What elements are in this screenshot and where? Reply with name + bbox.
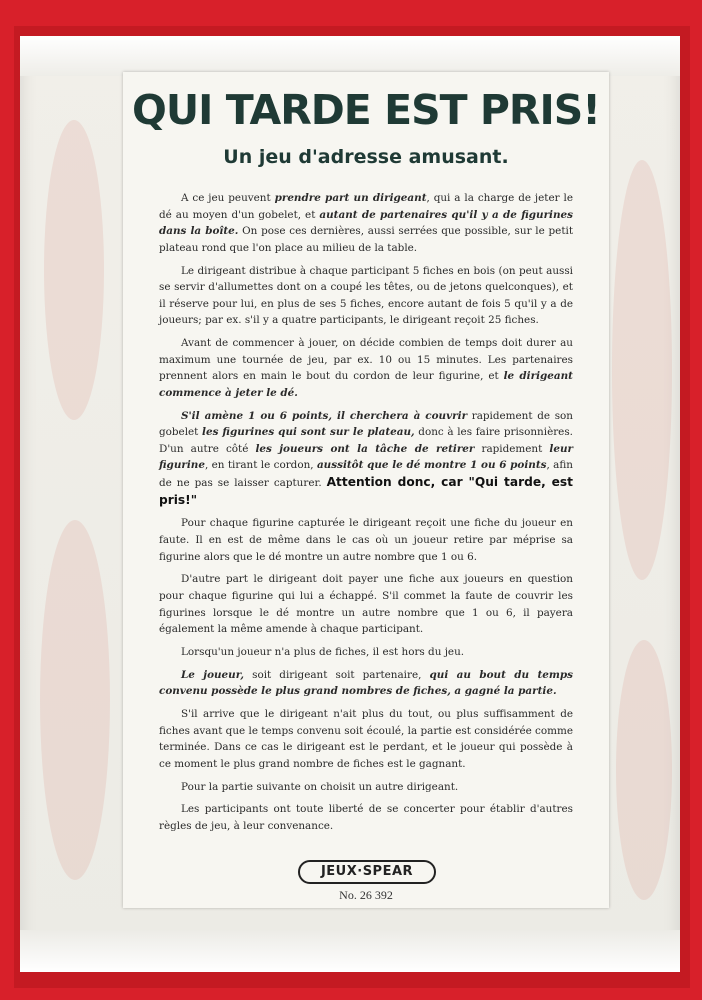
stain-mark [44,120,104,420]
rules-paragraph [159,408,573,510]
text-run: les joueurs ont la tâche de retirer [255,442,475,455]
text-run: Attention donc, car "Qui tarde, est pris!" [159,475,573,507]
text-run: S'il amène 1 ou 6 points, il cherchera à couvrir [181,409,468,422]
rules-sheet [123,72,609,908]
page-subtitle: Un jeu d'adresse amusant. [223,146,509,168]
text-run: , afin de ne pas se laisser capturer. [159,459,573,490]
text-run: On pose ces dernières, aussi serrées que possible, sur le petit plateau rond que l'on place au milieu de la table. [159,225,573,254]
text-run: prendre part un dirigeant [274,192,427,204]
rules-paragraph [159,779,573,796]
text-run: rapidement de son gobelet [159,409,573,439]
page-title: QUI TARDE EST PRIS! [132,86,600,134]
text-run: autant de partenaires qu'il y a de figurines dans la boîte. [159,208,574,238]
text-run: aussitôt que le dé montre 1 ou 6 points [316,459,547,472]
text-run: Le dirigeant distribue à chaque participant 5 fiches en bois (on peut aussi se servir d'allumettes dont on a coupé les têtes, ou de jetons quelconques), et il réserve pour lui, en plus de ses 5 fiches, encore autant de fois 5 qu'il y a de joueurs; par ex. s'il y a quatre participants, le dirigeant reçoit 25 fiches. [159,264,573,327]
rules-text [159,190,573,841]
box-top-wall [20,36,680,76]
text-run: , en tirant le cordon, [204,459,317,472]
text-run: Les participants ont toute liberté de se concerter pour établir d'autres règles de jeu, à leur convenance. [159,803,573,833]
text-run: Pour la partie suivante on choisit un autre dirigeant. [181,780,459,793]
text-run: soit dirigeant soit partenaire, [244,668,430,681]
product-number: No. 26 392 [339,888,393,902]
text-run: Le joueur, [181,668,245,681]
text-run: S'il arrive que le dirigeant n'ait plus du tout, ou plus suffisamment de fiches avant que le temps convenu soit écoulé, la partie est considérée comme terminée. Dans ce cas le dirigeant est le perdant, et le joueur qui possède à ce moment le plus grand nombre de fiches est le gagnant. [159,708,573,770]
stain-mark [612,160,672,580]
text-run: D'autre part le dirigeant doit payer une fiche aux joueurs en question pour chaque figurine qui lui a échappé. S'il commet la faute de couvrir les figurines lorsque le dé montre un autre nombre que 1 ou 6, il payera également la même amende à chaque participant. [159,573,573,636]
rules-paragraph [159,667,573,700]
rules-paragraph [159,515,573,565]
text-run: , qui a la charge de jeter le dé au moyen d'un gobelet, et [159,192,573,221]
text-run: donc à les faire prisonnières. D'un autre côté [159,426,573,455]
box-bottom-wall [20,930,680,972]
rules-paragraph [159,335,573,401]
rules-paragraph [159,644,573,661]
text-run: qui au bout du temps convenu possède le plus grand nombres de fiches, a gagné la partie. [159,668,573,698]
rules-paragraph [159,571,573,637]
rules-paragraph [159,190,573,256]
text-run: rapidement [474,442,550,455]
text-run: Lorsqu'un joueur n'a plus de fiches, il est hors du jeu. [181,645,465,658]
text-run: les figurines qui sont sur le plateau, [202,426,415,439]
rules-paragraph [159,263,573,329]
text-run: A ce jeu peuvent [181,192,275,204]
text-run: le dirigeant commence à jeter le dé. [159,370,573,399]
stain-mark [616,640,672,900]
text-run: leur figurine [159,442,573,472]
text-run: Avant de commencer à jouer, on décide combien de temps doit durer au maximum une tournée de jeu, par ex. 10 ou 15 minutes. Les partenaires prennent alors en main le bout du cordon de leur figurine, et [159,337,573,383]
rules-paragraph [159,706,573,772]
brand-logo: JEUX·SPEAR [298,860,436,884]
text-run: Pour chaque figurine capturée le dirigeant reçoit une fiche du joueur en faute. Il en est de même dans le cas où un joueur retire par méprise sa figurine alors que le dé montre un autre nombre que 1 ou 6. [159,517,573,563]
stain-mark [40,520,110,880]
rules-paragraph [159,801,573,834]
